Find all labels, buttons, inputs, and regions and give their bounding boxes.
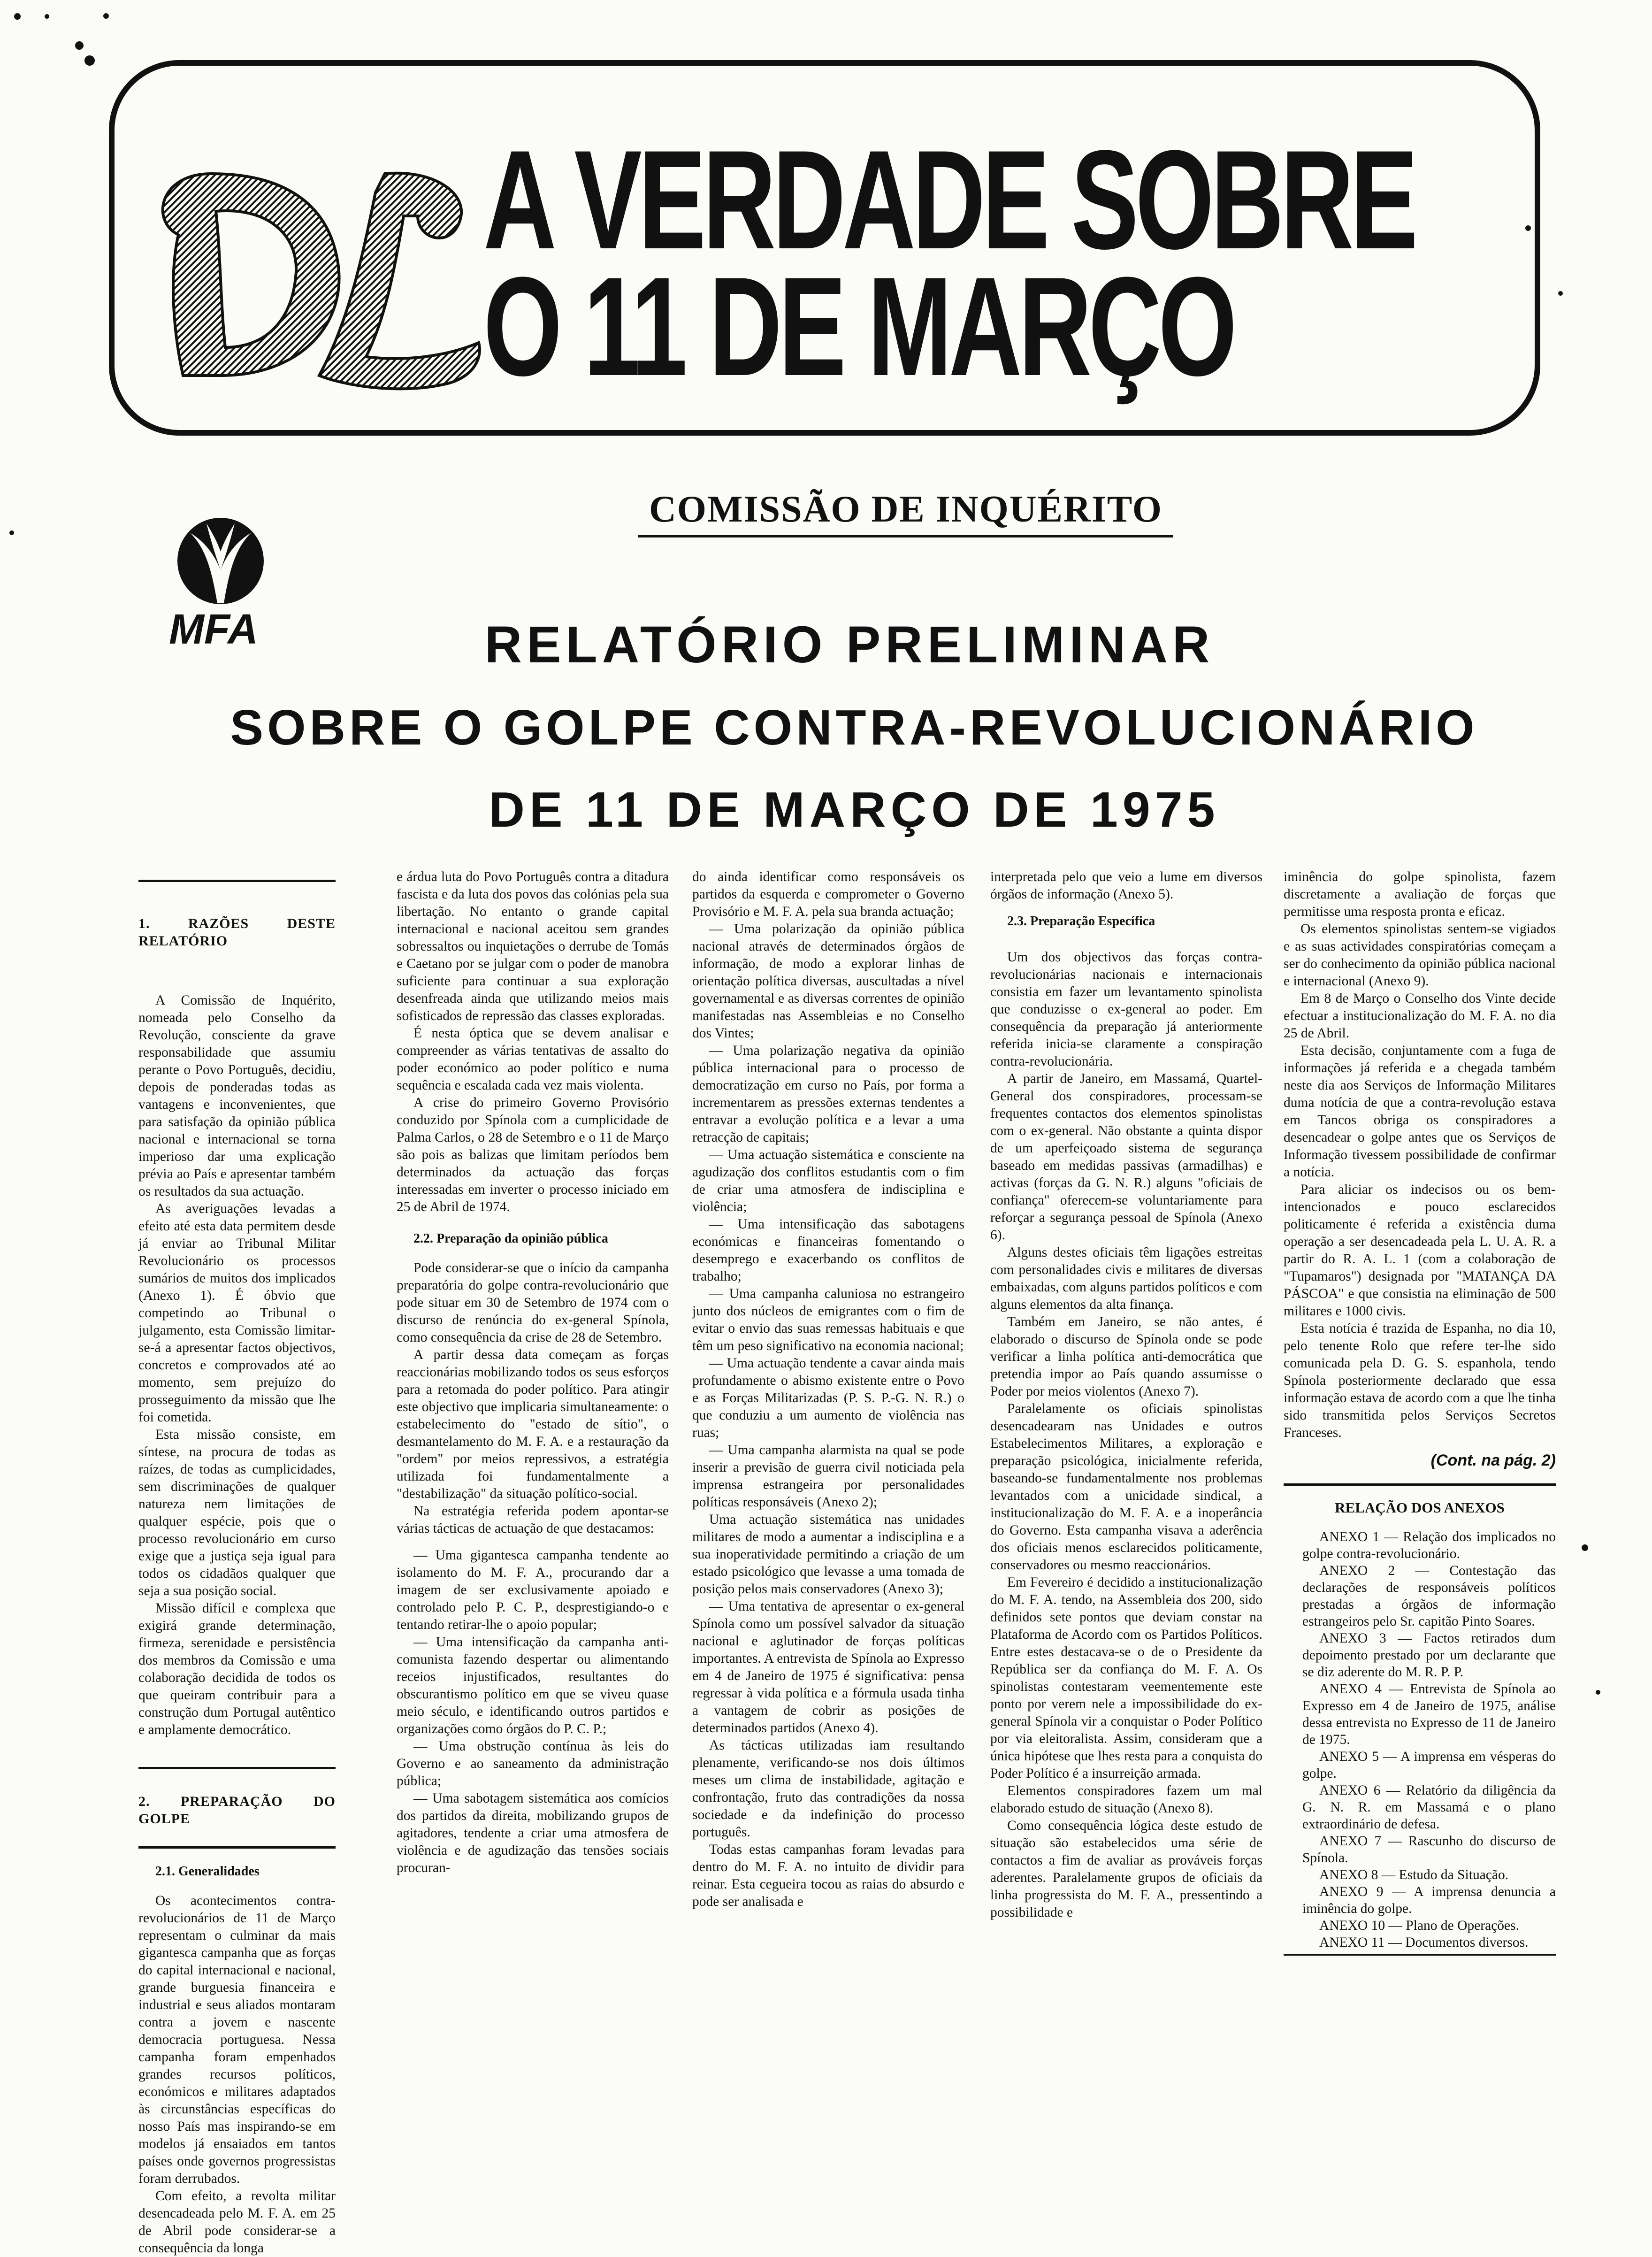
- paragraph: iminência do golpe spinolista, fazem discretamente a avaliação de forças que permitisse uma resposta pronta e eficaz.: [1284, 869, 1556, 919]
- print-speck: [1582, 1544, 1588, 1551]
- paragraph: — Uma polarização negativa da opinião pública internacional para o processo de democratização em curso no País, por forma a incrementarem as pressões externas tendentes a entravar a evolução política e a levar a uma retracção de capitais;: [692, 1043, 964, 1145]
- continued-on-page-note: (Cont. na pág. 2): [1430, 1451, 1556, 1469]
- annex-item: ANEXO 7 — Rascunho do discurso de Spínola.: [1302, 1834, 1556, 1865]
- print-speck: [14, 13, 21, 20]
- print-speck: [45, 14, 49, 19]
- dl-monogram: [141, 155, 507, 399]
- section-rule: [1284, 1954, 1556, 1956]
- paragraph: — Uma campanha alarmista na qual se pode inserir a previsão de guerra civil noticiada pela imprensa estrangeira por personalidades políticas responsáveis (Anexo 2);: [692, 1443, 964, 1510]
- paragraph: Missão difícil e complexa que exigirá grande determinação, firmeza, serenidade e persistência dos membros da Comissão e uma colaboração decidida de todos os que queiram contribuir para a construção dum Portugal autêntico e amplamente democrático.: [138, 1601, 336, 1737]
- column-3: [692, 868, 964, 2183]
- annex-item: ANEXO 11 — Documentos diversos.: [1319, 1935, 1529, 1950]
- paragraph: Na estratégia referida podem apontar-se várias tácticas de actuação de que destacamos:: [397, 1504, 669, 1536]
- paragraph: — Uma polarização da opinião pública nacional através de determinados órgãos de informação, de modo a explorar linhas de orientação política diversas, auscultadas a nível governamental e as diversas correntes de opinião manifestadas nas Assembleias e no Conselho dos Vintes;: [692, 921, 964, 1041]
- paragraph: Para aliciar os indecisos ou os bem-intencionados e pouco esclarecidos politicamente é referida a existência duma operação a ser desencadeada pela L. U. A. R. a partir do R. A. L. 1 (com a colaboração de "Tupamaros") designada por "MATANÇA DA PÁSCOA" e que consistia na eliminação de 500 militares e 1000 civis.: [1284, 1182, 1556, 1319]
- report-title-line-2: SOBRE O GOLPE CONTRA-REVOLUCIONÁRIO: [230, 700, 1478, 755]
- paragraph: — Uma intensificação das sabotagens económicas e financeiras fomentando o desemprego e exacerbando os conflitos de trabalho;: [692, 1217, 964, 1284]
- paragraph: — Uma intensificação da campanha anti-comunista fazendo despertar ou alimentando receios injustificados, resultantes do obscurantismo político em que se viveu quase meio século, e identificando outros partidos e organizações como órgãos do P. C. P.;: [397, 1635, 669, 1736]
- paragraph: Pode considerar-se que o início da campanha preparatória do golpe contra-revolucionário que pode situar em 30 de Setembro de 1974 com o discurso de renúncia do ex-general Spínola, como consequência da crise de 28 de Setembro.: [397, 1260, 669, 1345]
- paragraph: Esta decisão, conjuntamente com a fuga de informações já referida e a chegada também neste dia aos Serviços de Informação Militares duma notícia de que a contra-revolução estava em Tancos obriga os conspiradores a desencadear o golpe antes que os Serviços de Informação tivessem possibilidade de confirmar a notícia.: [1284, 1043, 1556, 1180]
- paragraph: e árdua luta do Povo Português contra a ditadura fascista e da luta dos povos das colónias pela sua libertação. No entanto o grande capital internacional e nacional aceitou sem grandes sobressaltos ou inquietações o derrube de Tomás e Caetano por se julgar com o poder de manobra suficiente para continuar a sua exploração desenfreada ainda que utilizando meios mais sofisticados de repressão das classes exploradas.: [397, 869, 669, 1023]
- paragraph: — Uma actuação sistemática e consciente na agudização dos conflitos estudantis com o fim de criar uma atmosfera de indisciplina e violência;: [692, 1147, 964, 1214]
- print-speck: [75, 41, 84, 50]
- annex-list-title: RELAÇÃO DOS ANEXOS: [1335, 1499, 1505, 1516]
- paragraph: É nesta óptica que se devem analisar e compreender as várias tentativas de assalto do poder económico ao poder político e numa sequência e escalada cada vez mais violenta.: [397, 1026, 669, 1093]
- paragraph: — Uma actuação tendente a cavar ainda mais profundamente o abismo existente entre o Povo e as Forças Militarizadas (P. S. P.-G. N. R.) o que conduziu a um aumento de violência nas ruas;: [692, 1356, 964, 1440]
- paragraph: Os acontecimentos contra-revolucionários de 11 de Março representam o culminar da mais gigantesca campanha que as forças do capital internacional e nacional, grande burguesia financeira e industrial e seus aliados montaram contra a jovem e nascente democracia portuguesa. Nessa campanha foram empenhados grandes recursos políticos, económicos e militares adaptados às circunstâncias específicas do nosso País mas inspirando-se em modelos já ensaiados em tantos países onde governos progressistas foram derrubados.: [138, 1893, 336, 2186]
- section-rule: [138, 880, 336, 882]
- paragraph: — Uma sabotagem sistemática aos comícios dos partidos da direita, mobilizando grupos de agitadores, tendente a criar uma atmosfera de violência e de agudização das tensões sociais procuran-: [397, 1791, 669, 1875]
- paragraph: Os elementos spinolistas sentem-se vigiados e as suas actividades conspiratórias começam a ser do conhecimento da opinião pública nacional e internacional (Anexo 9).: [1284, 921, 1556, 989]
- commission-underline: [638, 535, 1173, 537]
- section-rule: [138, 1767, 336, 1769]
- column-5: [1284, 868, 1556, 2183]
- section-rule: [1284, 1483, 1556, 1486]
- print-speck: [1558, 291, 1563, 296]
- paragraph: Esta missão consiste, em síntese, na procura de todas as raízes, de todas as cumplicidades, sem discriminações de qualquer natureza nem limitações de qualquer espécie, pois que o processo revolucionário em curso exige que a justiça seja igual para todos os cidadãos qualquer que seja a sua posição social.: [138, 1427, 336, 1598]
- print-speck: [84, 55, 95, 66]
- report-title-line-1: RELATÓRIO PRELIMINAR: [484, 616, 1215, 674]
- paragraph: — Uma tentativa de apresentar o ex-general Spínola como um possível salvador da situação nacional e aglutinador de forças políticas importantes. A entrevista de Spínola ao Expresso em 4 de Janeiro de 1975 é significativa: pensa regressar à vida política e a fórmula usada tinha a vantagem de cobrir as posições de determinados partidos (Anexo 4).: [692, 1599, 964, 1735]
- paragraph: interpretada pelo que veio a lume em diversos órgãos de informação (Anexo 5).: [990, 869, 1262, 902]
- annex-item: ANEXO 5 — A imprensa em vésperas do golpe.: [1302, 1749, 1556, 1781]
- annex-item: ANEXO 2 — Contestação das declarações de responsáveis políticos prestadas a órgãos de informação estrangeiros pelo Sr. capitão Pinto Soares.: [1302, 1563, 1556, 1629]
- paragraph: Esta notícia é trazida de Espanha, no dia 10, pelo tenente Rolo que refere ter-lhe sido comunicada pela D. G. S. espanhola, tendo Spínola posteriormente declarado que essa informação estava de acordo com a que lhe tinha sido transmitida pelos Serviços Secretos Franceses.: [1284, 1321, 1556, 1440]
- paragraph: — Uma campanha caluniosa no estrangeiro junto dos núcleos de emigrantes com o fim de evitar o envio das suas remessas habituais e que têm um peso significativo na economia nacional;: [692, 1286, 964, 1353]
- section-rule: [138, 1846, 336, 1849]
- paragraph: Um dos objectivos das forças contra-revolucionárias nacionais e internacionais consistia em fazer um levantamento spinolista que conduzisse o ex-general ao poder. Em consequência da preparação já anteriormente referida inicia-se claramente a conspiração contra-revolucionária.: [990, 950, 1262, 1069]
- annex-item: ANEXO 3 — Factos retirados dum depoimento prestado por um declarante que se diz aderente do M. R. P. P.: [1302, 1631, 1556, 1680]
- annex-item: ANEXO 10 — Plano de Operações.: [1319, 1918, 1520, 1933]
- annex-item: ANEXO 8 — Estudo da Situação.: [1319, 1867, 1509, 1882]
- paragraph: As tácticas utilizadas iam resultando plenamente, verificando-se nos dois últimos meses um clima de instabilidade, agitação e confrontação, fruto das contradições da nossa sociedade e da indefinição do processo português.: [692, 1738, 964, 1840]
- paragraph: Em 8 de Março o Conselho dos Vinte decide efectuar a institucionalização do M. F. A. no dia 25 de Abril.: [1284, 991, 1556, 1041]
- paragraph: Elementos conspiradores fazem um mal elaborado estudo de situação (Anexo 8).: [990, 1783, 1262, 1816]
- subsection-heading-2-2: 2.2. Preparação da opinião pública: [413, 1231, 608, 1246]
- section-heading-1: 1. RAZÕES DESTE RELATÓRIO: [138, 916, 336, 949]
- print-speck: [1596, 1690, 1600, 1695]
- paragraph: A crise do primeiro Governo Provisório conduzido por Spínola com a cumplicidade de Palma Carlos, o 28 de Setembro e o 11 de Março são pois as balizas que limitam períodos bem determinados da actuação das forças interessadas em inverter o processo iniciado em 25 de Abril de 1974.: [397, 1095, 669, 1214]
- column-4: [990, 868, 1262, 2183]
- masthead-headline: [483, 121, 1415, 405]
- paragraph: — Uma gigantesca campanha tendente ao isolamento do M. F. A., procurando dar a imagem de ser exclusivamente apoiado e controlado pelo P. C. P., desprestigiando-o e tentando retirar-lhe o apoio popular;: [397, 1548, 669, 1632]
- annex-item: ANEXO 9 — A imprensa denuncia a iminência do golpe.: [1302, 1884, 1556, 1916]
- paragraph: Em Fevereiro é decidido a institucionalização do M. F. A. tendo, na Assembleia dos 200, sido definidos sete pontos que deviam constar na Plataforma de Acordo com os Partidos Políticos. Entre estes destacava-se o de o Presidente da República ser da confiança do M. F. A. Os spinolistas contestaram veementemente este ponto por verem nele a impossibilidade do ex-general Spínola vir a conquistar o Poder Político por via eleitoralista. Assim, consideram que a única hipótese que lhes resta para a conquista do Poder Político é a insurreição armada.: [990, 1575, 1262, 1781]
- subsection-heading-2-1: 2.1. Generalidades: [155, 1864, 260, 1879]
- paragraph: Como consequência lógica deste estudo de situação são estabelecidos uma série de contactos a fim de avaliar as prováveis forças aderentes. Paralelamente grupos de oficiais da linha progressista do M. F. A., pressentindo a possibilidade e: [990, 1818, 1262, 1920]
- report-title-line-3: DE 11 DE MARÇO DE 1975: [489, 782, 1220, 837]
- annex-item: ANEXO 6 — Relatório da diligência da G. N. R. em Massamá e o plano extraordinário de defesa.: [1302, 1783, 1556, 1832]
- paragraph: Com efeito, a revolta militar desencadeada pelo M. F. A. em 25 de Abril pode considerar-se a consequência da longa: [138, 2188, 336, 2256]
- commission-heading: COMISSÃO DE INQUÉRITO: [649, 489, 1163, 530]
- paragraph: Alguns destes oficiais têm ligações estreitas com personalidades civis e militares de diversas embaixadas, com alguns partidos políticos e com alguns elementos da alta finança.: [990, 1245, 1262, 1312]
- annex-list: [1284, 1528, 1556, 1951]
- paragraph: As averiguações levadas a efeito até esta data permitem desde já enviar ao Tribunal Militar Revolucionário os processos sumários de muitos dos implicados (Anexo 1). É óbvio que competindo ao Tribunal o julgamento, esta Comissão limitar-se-á a apresentar factos objectivos, concretos e comprovados até ao momento, sem prejuízo do prosseguimento da missão que lhe foi cometida.: [138, 1201, 336, 1425]
- paragraph: A partir de Janeiro, em Massamá, Quartel-General dos conspiradores, processam-se frequentes contactos dos elementos spinolistas com o ex-general. Não obstante a quinta dispor de um aperfeiçoado sistema de segurança baseado em medidas passivas (armadilhas) e activas (forças da G. N. R.) alguns "oficiais de confiança" oferecem-se voluntariamente para reforçar a segurança pessoal de Spínola (Anexo 6).: [990, 1071, 1262, 1243]
- print-speck: [9, 530, 14, 535]
- subsection-heading-2-3: 2.3. Preparação Específica: [1007, 914, 1155, 929]
- paragraph: Também em Janeiro, se não antes, é elaborado o discurso de Spínola onde se pode verificar a linha política anti-democrática que pretendia impor ao País quando assumisse o Poder por meios violentos (Anexo 7).: [990, 1314, 1262, 1399]
- column-2: [397, 868, 669, 2183]
- annex-item: ANEXO 1 — Relação dos implicados no golpe contra-revolucionário.: [1302, 1529, 1556, 1561]
- print-speck: [103, 13, 109, 19]
- paragraph: Paralelamente os oficiais spinolistas desencadearam nas Unidades e outros Estabelecimentos Militares, a exploração e preparação psicológica, inicialmente referida, baseando-se fundamentalmente nos problemas levantados com a unicidade sindical, a institucionalização do M. F. A. e a inoperância do Governo. Esta campanha visava a aderência dos oficiais menos esclarecidos politicamente, conservadores ou mesmo reaccionários.: [990, 1401, 1262, 1573]
- annex-item: ANEXO 4 — Entrevista de Spínola ao Expresso em 4 de Janeiro de 1975, análise dessa entrevista no Expresso de 11 de Janeiro de 1975.: [1302, 1681, 1556, 1747]
- column-1: [138, 868, 336, 2256]
- paragraph: — Uma obstrução contínua às leis do Governo e ao saneamento da administração pública;: [397, 1739, 669, 1789]
- mfa-logo-text: MFA: [169, 606, 258, 653]
- paragraph: A Comissão de Inquérito, nomeada pelo Conselho da Revolução, consciente da grave responsabilidade que assumiu perante o Povo Português, decidiu, depois de ponderadas todas as vantagens e inconvenientes, que para satisfação da opinião pública nacional e internacional se torna imperioso dar uma explicação prévia ao País e apresentar também os resultados da sua actuação.: [138, 993, 336, 1199]
- paragraph: do ainda identificar como responsáveis os partidos da esquerda e comprometer o Governo Provisório e M. F. A. pela sua branda actuação;: [692, 869, 964, 919]
- paragraph: A partir dessa data começam as forças reaccionárias mobilizando todos os seus esforços para a retomada do poder político. Para atingir este objectivo que implicaria simultaneamente: o estabelecimento do "estado de sítio", o desmantelamento do M. F. A. e a restauração da "ordem" por meios repressivos, a estratégia utilizada foi fundamentalmente a "destabilização" da situação político-social.: [397, 1347, 669, 1501]
- paragraph: Todas estas campanhas foram levadas para dentro do M. F. A. no intuito de dividir para reinar. Esta cegueira tocou as raias do absurdo e pode ser analisada e: [692, 1842, 964, 1909]
- headline-line-2: O 11 DE MARÇO: [483, 247, 1234, 405]
- section-heading-2: 2. PREPARAÇÃO DO GOLPE: [138, 1794, 336, 1827]
- paragraph: Uma actuação sistemática nas unidades militares de modo a aumentar a indisciplina e a sua inoperatividade permitindo a criação de um estado psicológico que levasse a uma tomada de posição pelos mais conservadores (Anexo 3);: [692, 1512, 964, 1597]
- headline-line-1: A VERDADE SOBRE: [483, 121, 1415, 278]
